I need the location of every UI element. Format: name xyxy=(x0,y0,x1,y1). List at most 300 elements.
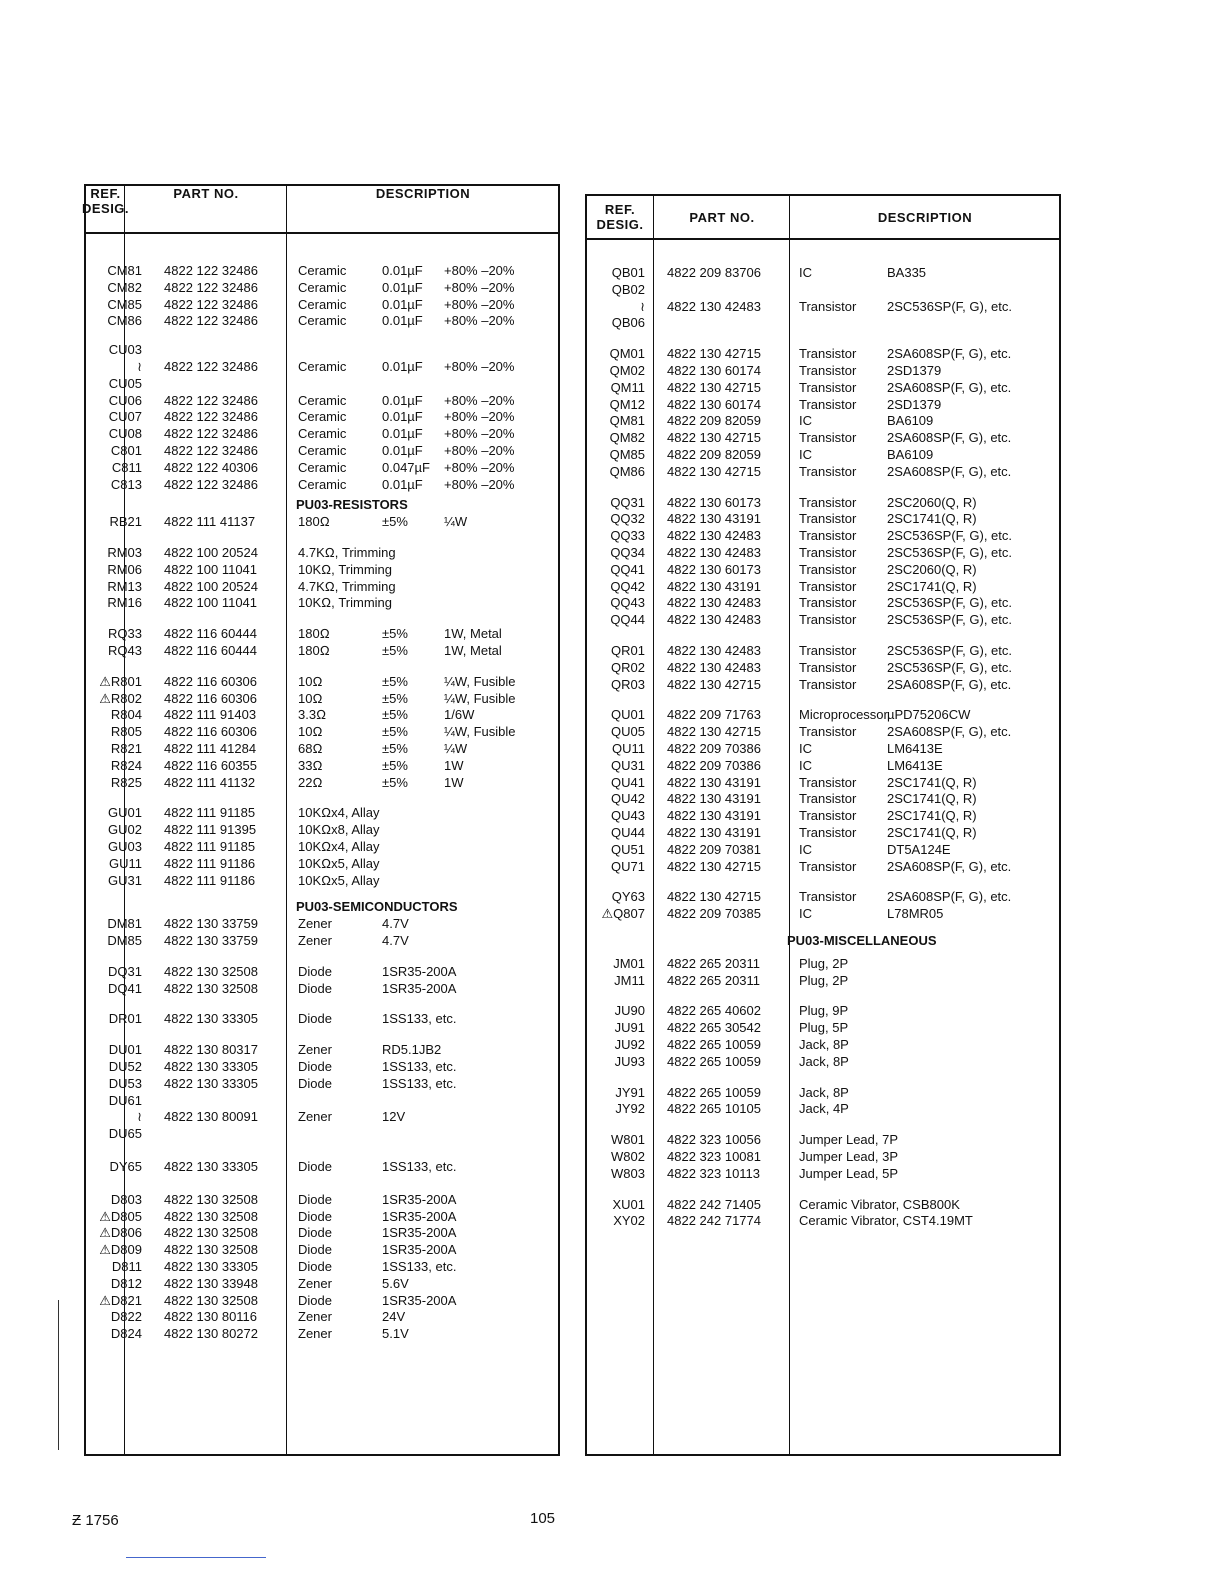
cell-type: Ceramic xyxy=(298,459,347,475)
cell-ref: QM01 xyxy=(609,346,645,362)
cell-type: Transistor xyxy=(799,561,857,577)
cell-type: 180Ω xyxy=(298,643,330,658)
cell-ref: QQ33 xyxy=(610,528,645,544)
cell-ref: W802 xyxy=(611,1149,645,1164)
cell-part: 4822 130 80116 xyxy=(164,1309,258,1325)
cell-type: Jack, 4P xyxy=(799,1101,849,1117)
cell-ref: D822 xyxy=(110,1309,142,1325)
table-row xyxy=(86,963,558,980)
cell-part: 4822 111 41137 xyxy=(164,514,256,530)
table-row xyxy=(86,804,558,821)
table-row xyxy=(86,1292,558,1309)
cell-value: L78MR05 xyxy=(887,906,944,922)
cell-value: 0.047µF xyxy=(382,459,430,475)
table-row xyxy=(587,578,1059,595)
cell-ref: QR03 xyxy=(611,676,645,692)
cell-part: 4822 265 40602 xyxy=(667,1003,761,1019)
cell-spec: 1W, Metal xyxy=(444,643,502,658)
cell-part: 4822 265 20311 xyxy=(667,972,761,988)
cell-part: 4822 130 33305 xyxy=(164,1011,258,1027)
cell-part: 4822 130 80317 xyxy=(164,1042,258,1058)
cell-value: 1SR35-200A xyxy=(382,1225,457,1241)
cell-type: Zener xyxy=(298,933,332,948)
cell-ref: QU51 xyxy=(611,841,645,857)
cell-ref: ⚠R801 xyxy=(99,673,142,689)
cell-value: 2SC536SP(F, G), etc. xyxy=(887,612,1012,628)
cell-ref: RM16 xyxy=(107,595,142,611)
table-row xyxy=(587,1053,1059,1070)
cell-ref: CM82 xyxy=(107,279,142,295)
cell-part: 4822 122 32486 xyxy=(164,359,258,374)
cell-type: 33Ω xyxy=(298,757,323,773)
table-row xyxy=(587,790,1059,807)
table-row xyxy=(86,706,558,723)
cell-ref: W801 xyxy=(611,1132,645,1148)
cell-ref: GU31 xyxy=(108,872,142,888)
cell-value: 0.01µF xyxy=(382,279,423,295)
cell-value: 2SC536SP(F, G), etc. xyxy=(887,659,1012,675)
table-row xyxy=(587,298,1059,315)
table-row xyxy=(587,888,1059,905)
table-row xyxy=(587,544,1059,561)
cell-type: Zener xyxy=(298,1275,332,1291)
cell-type: Ceramic xyxy=(298,409,347,425)
cell-part: 4822 130 33305 xyxy=(164,1259,258,1274)
cell-value: 2SC1741(Q, R) xyxy=(887,791,977,807)
cell-ref: QU71 xyxy=(611,858,645,874)
cell-value: 1SR35-200A xyxy=(382,980,457,996)
cell-value: 2SA608SP(F, G), etc. xyxy=(887,430,1012,446)
table-row xyxy=(587,379,1059,396)
cell-spec: 1W, Metal xyxy=(444,626,502,642)
cell-spec: ¼W, Fusible xyxy=(444,673,516,689)
cell-type: Transistor xyxy=(799,396,857,412)
cell-value: 2SC1741(Q, R) xyxy=(887,578,977,594)
cell-type: 4.7KΩ, Trimming xyxy=(298,545,396,560)
table-row xyxy=(587,642,1059,659)
cell-value: 2SC2060(Q, R) xyxy=(887,561,977,577)
cell-part: 4822 122 32486 xyxy=(164,279,258,295)
cell-ref: D812 xyxy=(110,1275,142,1291)
cell-value: 2SA608SP(F, G), etc. xyxy=(887,724,1012,740)
cell-spec: ¼W, Fusible xyxy=(444,724,516,740)
cell-type: Jumper Lead, 3P xyxy=(799,1149,899,1164)
table-row xyxy=(86,932,558,949)
table-row xyxy=(587,362,1059,379)
cell-ref: QU31 xyxy=(611,757,645,773)
cell-ref: QU01 xyxy=(611,707,645,723)
cell-part: 4822 323 10056 xyxy=(667,1132,761,1148)
cell-part: 4822 122 32486 xyxy=(164,263,258,278)
cell-ref: QM86 xyxy=(609,463,645,479)
cell-part: 4822 130 32508 xyxy=(164,1292,258,1308)
cell-value: 2SC1741(Q, R) xyxy=(887,825,977,840)
cell-ref: QQ42 xyxy=(610,578,645,594)
cell-type: Transistor xyxy=(799,494,857,510)
cell-part: 4822 265 10105 xyxy=(667,1101,761,1117)
left-table-header xyxy=(81,186,558,234)
cell-value: RD5.1JB2 xyxy=(382,1042,442,1058)
cell-value: 5.1V xyxy=(382,1326,409,1342)
cell-type: IC xyxy=(799,447,812,462)
cell-part: 4822 111 91186 xyxy=(164,855,256,871)
table-row xyxy=(86,1108,558,1125)
cell-part: 4822 130 60174 xyxy=(667,363,761,378)
cell-type: 4.7KΩ, Trimming xyxy=(298,578,396,594)
cell-ref: R804 xyxy=(110,707,142,723)
document-number: Ƶ 1756 xyxy=(72,1512,119,1529)
cell-spec: +80% –20% xyxy=(444,359,515,374)
cell-type: Diode xyxy=(298,963,332,979)
cell-part: 4822 323 10113 xyxy=(667,1165,761,1181)
cell-type: Transistor xyxy=(799,545,857,560)
cell-type: Transistor xyxy=(799,363,857,378)
table-row xyxy=(587,314,1059,331)
table-row xyxy=(587,429,1059,446)
cell-part: 4822 130 42483 xyxy=(667,545,761,560)
table-row xyxy=(86,872,558,889)
cell-value: ±5% xyxy=(382,690,408,706)
ref-desig-header: REF. DESIG. xyxy=(81,186,130,216)
table-row xyxy=(587,858,1059,875)
cell-part: 4822 130 33305 xyxy=(164,1059,258,1074)
cell-ref: R805 xyxy=(110,724,142,740)
cell-part: 4822 209 83706 xyxy=(667,265,761,280)
table-row xyxy=(587,510,1059,527)
cell-ref: RQ43 xyxy=(108,643,142,658)
cell-type: Ceramic xyxy=(298,313,347,329)
cell-type: Jumper Lead, 7P xyxy=(799,1132,899,1148)
cell-type: Transistor xyxy=(799,346,857,362)
cell-part: 4822 130 42715 xyxy=(667,724,761,740)
cell-ref: ⚠Q807 xyxy=(601,906,645,922)
cell-part: 4822 209 82059 xyxy=(667,447,761,462)
cell-value: 0.01µF xyxy=(382,426,423,442)
cell-part: 4822 130 43191 xyxy=(667,511,761,527)
table-row xyxy=(587,494,1059,511)
cell-part: 4822 130 43191 xyxy=(667,808,761,824)
cell-part: 4822 265 20311 xyxy=(667,955,761,971)
table-row xyxy=(86,1308,558,1325)
cell-part: 4822 130 80091 xyxy=(164,1109,258,1125)
cell-value: 1SR35-200A xyxy=(382,1208,457,1224)
cell-ref: DU65 xyxy=(108,1126,142,1142)
table-row xyxy=(86,740,558,757)
cell-type: Plug, 2P xyxy=(799,955,849,971)
cell-value: 2SA608SP(F, G), etc. xyxy=(887,463,1012,479)
cell-type: 10Ω xyxy=(298,673,323,689)
cell-value: ±5% xyxy=(382,626,408,642)
table-row xyxy=(86,625,558,642)
cell-spec: +80% –20% xyxy=(444,296,515,312)
table-row xyxy=(86,476,558,493)
cell-part: 4822 111 41132 xyxy=(164,774,256,790)
cell-part: 4822 265 10059 xyxy=(667,1053,761,1069)
cell-type: IC xyxy=(799,757,812,773)
table-row xyxy=(86,723,558,740)
table-row xyxy=(587,659,1059,676)
table-row xyxy=(86,296,558,313)
cell-type: Diode xyxy=(298,1059,332,1074)
cell-part: 4822 130 60173 xyxy=(667,494,761,510)
cell-value: 2SC536SP(F, G), etc. xyxy=(887,643,1012,658)
cell-ref: XY02 xyxy=(613,1213,645,1229)
cell-type: IC xyxy=(799,265,812,280)
table-row xyxy=(86,1125,558,1142)
cell-type: Ceramic xyxy=(298,443,347,458)
cell-type: IC xyxy=(799,741,812,756)
cell-part: 4822 130 32508 xyxy=(164,1208,258,1224)
table-row xyxy=(86,262,558,279)
table-row xyxy=(86,1041,558,1058)
cell-value: 5.6V xyxy=(382,1275,409,1291)
cell-part: 4822 130 42715 xyxy=(667,430,761,446)
table-row xyxy=(86,358,558,375)
table-row xyxy=(587,905,1059,922)
table-row xyxy=(587,527,1059,544)
cell-part: 4822 130 32508 xyxy=(164,980,258,996)
cell-value: 2SA608SP(F, G), etc. xyxy=(887,676,1012,692)
cell-type: 180Ω xyxy=(298,626,330,642)
table-row xyxy=(587,281,1059,298)
cell-part: 4822 130 42483 xyxy=(667,595,761,611)
cell-ref: QB06 xyxy=(611,315,645,331)
cell-part: 4822 130 42483 xyxy=(667,643,761,658)
cell-spec: +80% –20% xyxy=(444,409,515,425)
cell-part: 4822 130 42483 xyxy=(667,659,761,675)
table-row xyxy=(86,821,558,838)
cell-value: LM6413E xyxy=(887,741,943,756)
cell-type: 10KΩ, Trimming xyxy=(298,595,393,611)
table-row xyxy=(587,611,1059,628)
cell-part: 4822 116 60306 xyxy=(164,724,258,740)
cell-spec: 1W xyxy=(444,757,464,773)
cell-part: 4822 130 42483 xyxy=(667,528,761,544)
cell-ref: DU61 xyxy=(108,1092,142,1108)
cell-value: 12V xyxy=(382,1109,406,1125)
table-row xyxy=(86,855,558,872)
cell-value: ±5% xyxy=(382,724,408,740)
table-row xyxy=(86,1224,558,1241)
right-parts-table xyxy=(585,194,1061,1456)
cell-type: Diode xyxy=(298,1191,332,1207)
page-number: 105 xyxy=(530,1510,556,1527)
cell-part: 4822 130 32508 xyxy=(164,1242,258,1258)
cell-ref: DU53 xyxy=(108,1075,142,1091)
cell-part: 4822 130 33759 xyxy=(164,933,258,948)
cell-type: Jack, 8P xyxy=(799,1084,849,1100)
table-row xyxy=(86,1075,558,1092)
cell-type: Transistor xyxy=(799,676,857,692)
footer-rule xyxy=(126,1557,266,1558)
cell-ref: ⚠D821 xyxy=(99,1292,142,1308)
cell-part: 4822 209 71763 xyxy=(667,707,761,723)
cell-ref: CU07 xyxy=(108,409,142,425)
cell-spec: +80% –20% xyxy=(444,263,515,278)
section-heading xyxy=(86,898,558,915)
cell-part: 4822 130 42483 xyxy=(667,612,761,628)
cell-type: Diode xyxy=(298,1225,332,1241)
cell-part: 4822 100 20524 xyxy=(164,545,258,560)
cell-type: 10KΩx4, Allay xyxy=(298,805,380,821)
cell-part: 4822 130 33305 xyxy=(164,1075,258,1091)
cell-type: 10Ω xyxy=(298,724,323,740)
cell-part: 4822 130 60174 xyxy=(667,396,761,412)
cell-value: 1SR35-200A xyxy=(382,1191,457,1207)
cell-type: Transistor xyxy=(799,858,857,874)
cell-part: 4822 122 32486 xyxy=(164,443,258,458)
cell-value: ±5% xyxy=(382,741,408,756)
cell-ref: RM06 xyxy=(107,561,142,577)
cell-value: 0.01µF xyxy=(382,296,423,312)
cell-value: 2SC536SP(F, G), etc. xyxy=(887,545,1012,560)
cell-part: 4822 209 82059 xyxy=(667,413,761,429)
cell-part: 4822 209 70385 xyxy=(667,906,761,922)
table-row xyxy=(587,824,1059,841)
cell-type: Transistor xyxy=(799,659,857,675)
cell-value: ±5% xyxy=(382,643,408,658)
table-row xyxy=(86,1092,558,1109)
cell-spec: +80% –20% xyxy=(444,459,515,475)
cell-type: Ceramic xyxy=(298,476,347,492)
table-row xyxy=(587,446,1059,463)
cell-value: BA6109 xyxy=(887,447,934,462)
table-row xyxy=(587,1165,1059,1182)
table-row xyxy=(587,1036,1059,1053)
cell-part: 4822 265 30542 xyxy=(667,1020,761,1036)
cell-ref: ≀ xyxy=(137,359,142,374)
table-row xyxy=(587,1212,1059,1229)
cell-type: Transistor xyxy=(799,298,857,314)
cell-value: 0.01µF xyxy=(382,313,423,329)
table-row xyxy=(587,396,1059,413)
cell-type: Ceramic xyxy=(298,263,347,278)
cell-type: Transistor xyxy=(799,379,857,395)
table-row xyxy=(86,513,558,530)
table-row xyxy=(86,312,558,329)
cell-ref: QU42 xyxy=(611,791,645,807)
cell-value: 2SA608SP(F, G), etc. xyxy=(887,858,1012,874)
cell-type: 10KΩ, Trimming xyxy=(298,561,393,577)
cell-value: 2SA608SP(F, G), etc. xyxy=(887,379,1012,395)
cell-part: 4822 323 10081 xyxy=(667,1149,761,1164)
cell-spec: +80% –20% xyxy=(444,476,515,492)
cell-type: Ceramic xyxy=(298,279,347,295)
ref-desig-header: REF. DESIG. xyxy=(596,202,644,232)
cell-type: 10KΩx5, Allay xyxy=(298,855,380,871)
table-row xyxy=(86,459,558,476)
cell-ref: QU11 xyxy=(612,741,645,756)
cell-part: 4822 116 60306 xyxy=(164,690,258,706)
table-row xyxy=(86,279,558,296)
cell-value: ±5% xyxy=(382,707,408,723)
cell-ref: QB02 xyxy=(611,281,645,297)
cell-part: 4822 130 33948 xyxy=(164,1275,258,1291)
table-row xyxy=(86,442,558,459)
cell-ref: QQ41 xyxy=(610,561,645,577)
cell-ref: QU05 xyxy=(611,724,645,740)
table-row xyxy=(86,561,558,578)
cell-type: Ceramic xyxy=(298,359,347,374)
cell-ref: GU02 xyxy=(108,822,142,838)
cell-ref: D824 xyxy=(110,1326,142,1342)
cell-part: 4822 130 42715 xyxy=(667,676,761,692)
left-margin-line xyxy=(58,1300,59,1450)
table-row xyxy=(86,375,558,392)
cell-ref: GU11 xyxy=(109,855,142,871)
table-row xyxy=(587,594,1059,611)
table-row xyxy=(86,594,558,611)
cell-type: Plug, 2P xyxy=(799,972,849,988)
cell-type: Diode xyxy=(298,980,332,996)
cell-ref: R824 xyxy=(110,757,142,773)
cell-ref: ⚠D805 xyxy=(99,1208,142,1224)
cell-ref: JY92 xyxy=(615,1101,645,1117)
cell-type: Transistor xyxy=(799,463,857,479)
cell-type: Transistor xyxy=(799,774,857,790)
cell-type: Plug, 9P xyxy=(799,1003,849,1019)
cell-ref: JY91 xyxy=(615,1084,645,1100)
cell-type: Transistor xyxy=(799,612,857,628)
cell-ref: W803 xyxy=(611,1165,645,1181)
cell-type: Transistor xyxy=(799,724,857,740)
cell-part: 4822 265 10059 xyxy=(667,1037,761,1052)
cell-part: 4822 111 91395 xyxy=(164,822,257,838)
table-row xyxy=(86,915,558,932)
cell-type: Transistor xyxy=(799,430,857,446)
table-row xyxy=(587,561,1059,578)
cell-type: Ceramic xyxy=(298,392,347,408)
cell-value: ±5% xyxy=(382,774,408,790)
table-row xyxy=(587,740,1059,757)
cell-spec: +80% –20% xyxy=(444,426,515,442)
cell-part: 4822 122 32486 xyxy=(164,409,258,425)
section-heading xyxy=(587,932,1059,949)
table-row xyxy=(86,774,558,791)
cell-type: 10Ω xyxy=(298,690,323,706)
cell-part: 4822 130 80272 xyxy=(164,1326,258,1342)
cell-part: 4822 130 42715 xyxy=(667,889,761,905)
cell-ref: C801 xyxy=(110,443,142,458)
cell-value: ±5% xyxy=(382,757,408,773)
cell-ref: JM01 xyxy=(613,955,645,971)
cell-value: 1SR35-200A xyxy=(382,963,457,979)
cell-part: 4822 130 43191 xyxy=(667,825,761,840)
table-row xyxy=(587,1100,1059,1117)
cell-part: 4822 130 42715 xyxy=(667,463,761,479)
cell-value: 0.01µF xyxy=(382,359,423,374)
cell-value: 2SD1379 xyxy=(887,396,942,412)
table-row xyxy=(86,1058,558,1075)
cell-part: 4822 100 20524 xyxy=(164,578,258,594)
cell-ref: RM13 xyxy=(107,578,142,594)
cell-part: 4822 130 60173 xyxy=(667,561,761,577)
cell-type: Transistor xyxy=(799,595,857,611)
cell-ref: JU90 xyxy=(614,1003,645,1019)
table-row xyxy=(587,723,1059,740)
cell-ref: DU52 xyxy=(108,1059,142,1074)
cell-ref: JU93 xyxy=(614,1053,645,1069)
cell-value: BA6109 xyxy=(887,413,934,429)
cell-ref: JU91 xyxy=(614,1020,645,1036)
table-row xyxy=(587,345,1059,362)
cell-value: 4.7V xyxy=(382,916,409,932)
section-heading xyxy=(86,496,558,513)
cell-value: DT5A124E xyxy=(887,841,951,857)
cell-part: 4822 111 41284 xyxy=(164,741,257,756)
cell-type: 10KΩx4, Allay xyxy=(298,839,380,854)
cell-type: Diode xyxy=(298,1208,332,1224)
